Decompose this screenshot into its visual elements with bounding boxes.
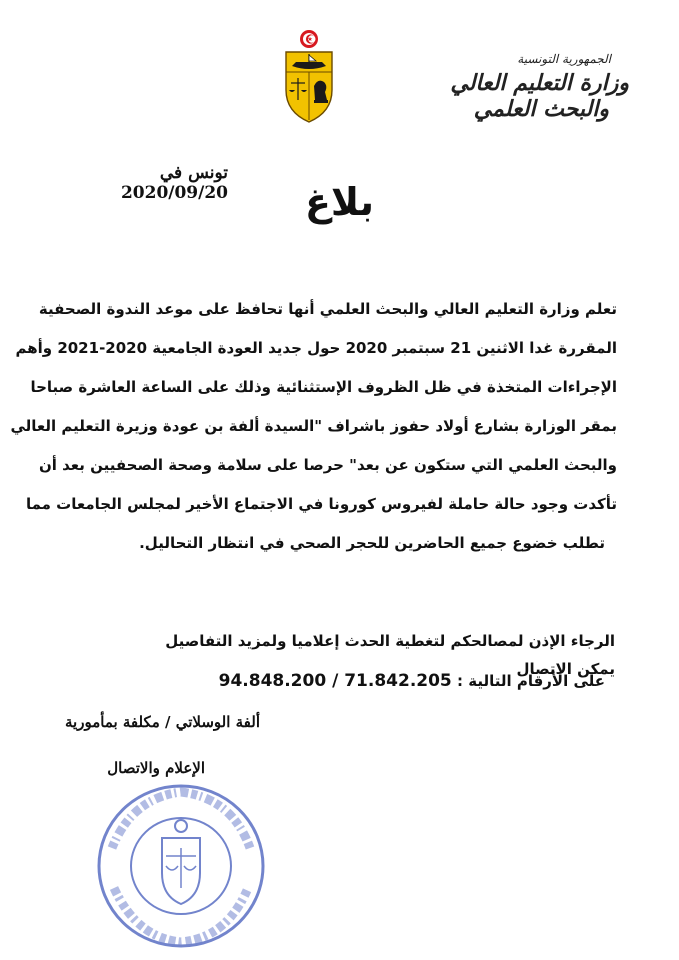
tunisia-coat-of-arms-icon: [278, 28, 340, 126]
signatory-department: الإعلام والاتصال: [107, 759, 205, 777]
contact-block: [160, 627, 615, 697]
date-label: تونس في: [159, 163, 228, 183]
signatory-name: ألفة الوسلاتي / مكلفة بمأمورية: [65, 713, 260, 731]
body-line: والبحث العلمي التي ستكون عن بعد" حرصا على سلامة وصحة الصحفيين بعد أن: [38, 456, 617, 474]
ministry-name-line2: والبحث العلمي: [473, 96, 609, 122]
date-value: 2020/09/20: [120, 183, 228, 203]
body-line: المقررة غدا الاثنين 21 سبتمبر 2020 حول جديد العودة الجامعية 2020-2021 وأهم: [15, 339, 617, 357]
body-line: بمقر الوزارة بشارع أولاد حفوز باشراف "السيدة ألفة بن عودة وزيرة التعليم العالي: [10, 417, 617, 435]
contact-request: الرجاء الإذن لمصالحكم لتغطية الحدث إعلاميا ولمزيد التفاصيل يمكن الاتصال: [165, 632, 615, 678]
republic-label: الجمهورية التونسية: [517, 52, 611, 66]
document-title: بلاغ: [304, 180, 375, 224]
ministry-name-line1: وزارة التعليم العالي: [450, 70, 629, 96]
contact-numbers-label: على الأرقام التالية :: [457, 672, 605, 690]
body-line: تعلم وزارة التعليم العالي والبحث العلمي أنها تحافظ على موعد الندوة الصحفية: [38, 300, 617, 318]
phone-numbers: 94.848.200 / 71.842.205: [218, 671, 452, 691]
body-line: الإجراءات المتخذة في ظل الظروف الإستثنائية وذلك على الساعة العاشرة صباحا: [30, 378, 617, 396]
announcement-body: [10, 295, 617, 568]
ministry-header: [429, 52, 629, 122]
body-line: تأكدت وجود حالة حاملة لفيروس كورونا في الاجتماع الأخير لمجلس الجامعات مما: [25, 495, 617, 513]
signature-block: [20, 708, 260, 782]
body-line: تطلب خضوع جميع الحاضرين للحجر الصحي في انتظار التحاليل.: [139, 534, 605, 552]
ministry-seal-stamp: [92, 778, 270, 954]
contact-numbers-line: [160, 667, 615, 697]
